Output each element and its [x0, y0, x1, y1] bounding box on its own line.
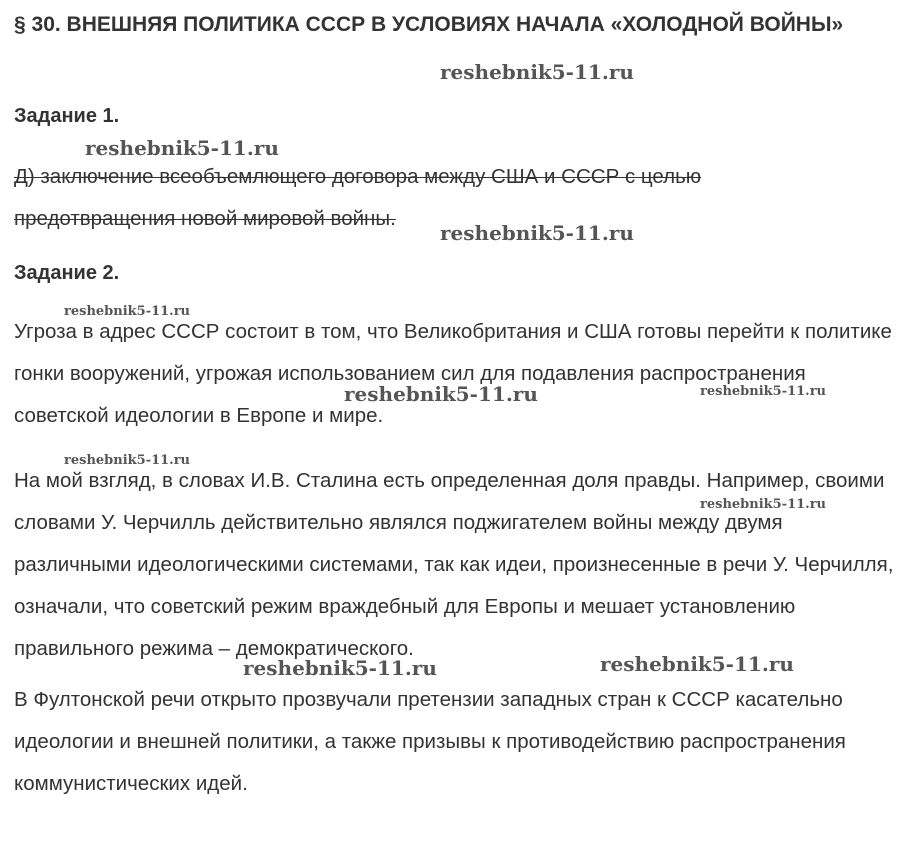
task-2-paragraph-3: В Фултонской речи открыто прозвучали претензии западных стран к СССР касательно идеологии и внешней политики, а также призывы к противодействию распространения коммунистических идей.: [14, 688, 846, 795]
watermark: reshebnik5-11.ru: [344, 382, 538, 406]
watermark: reshebnik5-11.ru: [85, 136, 279, 160]
watermark: reshebnik5-11.ru: [700, 384, 827, 399]
task-2-title: Задание 2.: [14, 262, 120, 284]
watermark: reshebnik5-11.ru: [700, 497, 827, 512]
watermark: reshebnik5-11.ru: [243, 656, 437, 680]
section-heading: § 30. ВНЕШНЯЯ ПОЛИТИКА СССР В УСЛОВИЯХ НАЧАЛА «ХОЛОДНОЙ ВОЙНЫ»: [14, 13, 844, 36]
watermark: reshebnik5-11.ru: [600, 652, 794, 676]
watermark: reshebnik5-11.ru: [440, 221, 634, 245]
watermark: reshebnik5-11.ru: [440, 60, 634, 84]
task-2-paragraph-2: На мой взгляд, в словах И.В. Сталина есть определенная доля правды. Например, своими словами У. Черчилль действительно являлся поджигателем войны между двумя различными идеологическими системами, так как идеи, произнесенные в речи У. Черчилля, означали, что советский режим враждебный для Европы и мешает установлению правильного режима – демократического.: [14, 469, 894, 660]
task-1-answer: Д) заключение всеобъемлющего договора между США и СССР с целью предотвращения новой мировой войны.: [14, 165, 702, 230]
watermark: reshebnik5-11.ru: [64, 453, 191, 468]
task-1-title: Задание 1.: [14, 105, 120, 127]
task-2-paragraph-1: Угроза в адрес СССР состоит в том, что Великобритания и США готовы перейти к политике гонки вооружений, угрожая использованием сил для подавления распространения советской идеологии в Европе и мире.: [14, 320, 892, 427]
watermark: reshebnik5-11.ru: [64, 304, 191, 319]
